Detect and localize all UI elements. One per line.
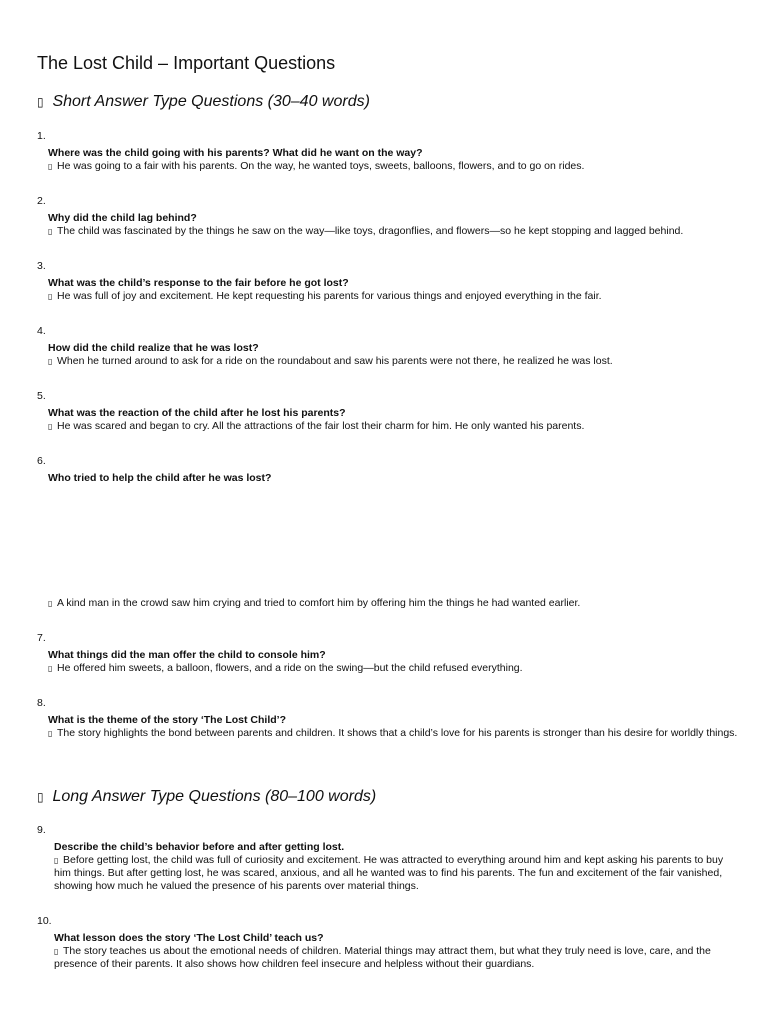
question-text: Who tried to help the child after he was lost? xyxy=(48,472,272,484)
question-number: 9. xyxy=(37,824,46,836)
question-number: 8. xyxy=(37,697,46,709)
answer-text: He was going to a fair with his parents. On the way, he wanted toys, sweets, balloons, flowers, and to go on rides. xyxy=(57,160,585,172)
answer xyxy=(54,854,724,893)
answer xyxy=(54,945,724,971)
section-heading-short xyxy=(37,93,370,111)
answer-text: A kind man in the crowd saw him crying and tried to comfort him by offering him the things he had wanted earlier. xyxy=(57,597,581,609)
answer-text: When he turned around to ask for a ride on the roundabout and saw his parents were not there, he realized he was lost. xyxy=(57,355,613,367)
box-glyph-icon: ▯ xyxy=(48,227,53,236)
question-text: What things did the man offer the child to console him? xyxy=(48,649,326,661)
question-item xyxy=(48,147,738,173)
answer-text: The story highlights the bond between parents and children. It shows that a child’s love for his parents is stronger than his desire for worldly things. xyxy=(57,727,738,739)
answer-text: He was scared and began to cry. All the attractions of the fair lost their charm for him. He only wanted his parents. xyxy=(57,420,585,432)
question-item xyxy=(54,932,724,971)
question-item xyxy=(48,212,738,238)
question-text: What was the reaction of the child after he lost his parents? xyxy=(48,407,346,419)
box-glyph-icon: ▯ xyxy=(48,357,53,366)
answer-text: Before getting lost, the child was full of curiosity and excitement. He was attracted to everything around him and kept asking his parents to buy him things. But after getting lost, he was scared, anxious, and all he wanted was to find his parents. The fun and excitement of the fair vanished, showing how much he valued the presence of his parents over material things. xyxy=(54,854,724,892)
question-item xyxy=(48,714,738,740)
question-number: 6. xyxy=(37,455,46,467)
question-number: 3. xyxy=(37,260,46,272)
answer-text: He was full of joy and excitement. He kept requesting his parents for various things and enjoyed everything in the fair. xyxy=(57,290,602,302)
question-item xyxy=(54,841,724,893)
answer xyxy=(48,420,738,433)
question-item xyxy=(48,649,738,675)
box-glyph-icon: ▯ xyxy=(48,292,53,301)
box-glyph-icon: ▯ xyxy=(37,95,44,109)
question-text: Describe the child’s behavior before and after getting lost. xyxy=(54,841,345,853)
section-heading-long-text: Long Answer Type Questions (80–100 words) xyxy=(52,788,377,805)
question-item xyxy=(48,407,738,433)
question-text: How did the child realize that he was lost? xyxy=(48,342,259,354)
answer-text: The story teaches us about the emotional needs of children. Material things may attract them, but what they truly need is love, care, and the presence of their parents. It also shows how children feel insecure and helpless without their guardians. xyxy=(54,945,711,970)
question-text: What lesson does the story ‘The Lost Child’ teach us? xyxy=(54,932,324,944)
answer xyxy=(48,290,738,303)
answer xyxy=(48,160,738,173)
section-heading-long xyxy=(37,788,376,806)
box-glyph-icon: ▯ xyxy=(48,664,53,673)
question-number: 7. xyxy=(37,632,46,644)
question-number: 1. xyxy=(37,130,46,142)
page-title: The Lost Child – Important Questions xyxy=(37,53,336,73)
question-item xyxy=(48,277,738,303)
question-number: 10. xyxy=(37,915,52,927)
question-item xyxy=(48,342,738,368)
box-glyph-icon: ▯ xyxy=(54,947,59,956)
question-text: What was the child’s response to the fair before he got lost? xyxy=(48,277,349,289)
question-text: Why did the child lag behind? xyxy=(48,212,197,224)
answer-text: The child was fascinated by the things he saw on the way—like toys, dragonflies, and flowers—so he kept stopping and lagged behind. xyxy=(57,225,684,237)
question-number: 4. xyxy=(37,325,46,337)
section-heading-short-text: Short Answer Type Questions (30–40 words) xyxy=(52,93,370,110)
question-number: 5. xyxy=(37,390,46,402)
answer-text: He offered him sweets, a balloon, flowers, and a ride on the swing—but the child refused everything. xyxy=(57,662,523,674)
answer xyxy=(48,597,738,610)
question-text: What is the theme of the story ‘The Lost Child’? xyxy=(48,714,287,726)
answer xyxy=(48,355,738,368)
answer xyxy=(48,662,738,675)
box-glyph-icon: ▯ xyxy=(48,422,53,431)
box-glyph-icon: ▯ xyxy=(48,729,53,738)
answer xyxy=(48,225,738,238)
box-glyph-icon: ▯ xyxy=(37,790,44,804)
question-number: 2. xyxy=(37,195,46,207)
box-glyph-icon: ▯ xyxy=(48,162,53,171)
box-glyph-icon: ▯ xyxy=(54,856,59,865)
answer xyxy=(48,727,738,740)
question-item xyxy=(48,472,738,485)
box-glyph-icon: ▯ xyxy=(48,599,53,608)
question-text: Where was the child going with his parents? What did he want on the way? xyxy=(48,147,423,159)
